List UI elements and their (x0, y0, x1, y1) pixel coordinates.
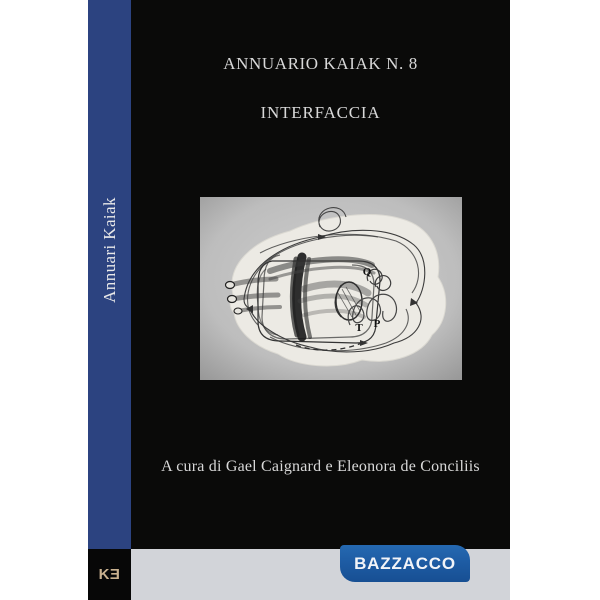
editors-line: A cura di Gael Caignard e Eleonora de Conciliis (161, 458, 480, 475)
heart-sketch-image (200, 197, 462, 380)
spine-title: Annuari Kaiak (99, 197, 119, 303)
press-logo: KƎ (98, 566, 121, 583)
cover-subtitle: INTERFACCIA (260, 103, 381, 122)
book-cover (88, 0, 510, 600)
label-p: P (373, 318, 381, 330)
press-logo-box (88, 549, 131, 600)
spine (88, 0, 131, 549)
publisher-name: BAZZACCO (354, 553, 456, 573)
publisher-badge (340, 545, 470, 582)
label-t: T (355, 322, 363, 334)
label-q: Q (362, 266, 372, 278)
cover-title: ANNUARIO KAIAK N. 8 (223, 54, 418, 73)
